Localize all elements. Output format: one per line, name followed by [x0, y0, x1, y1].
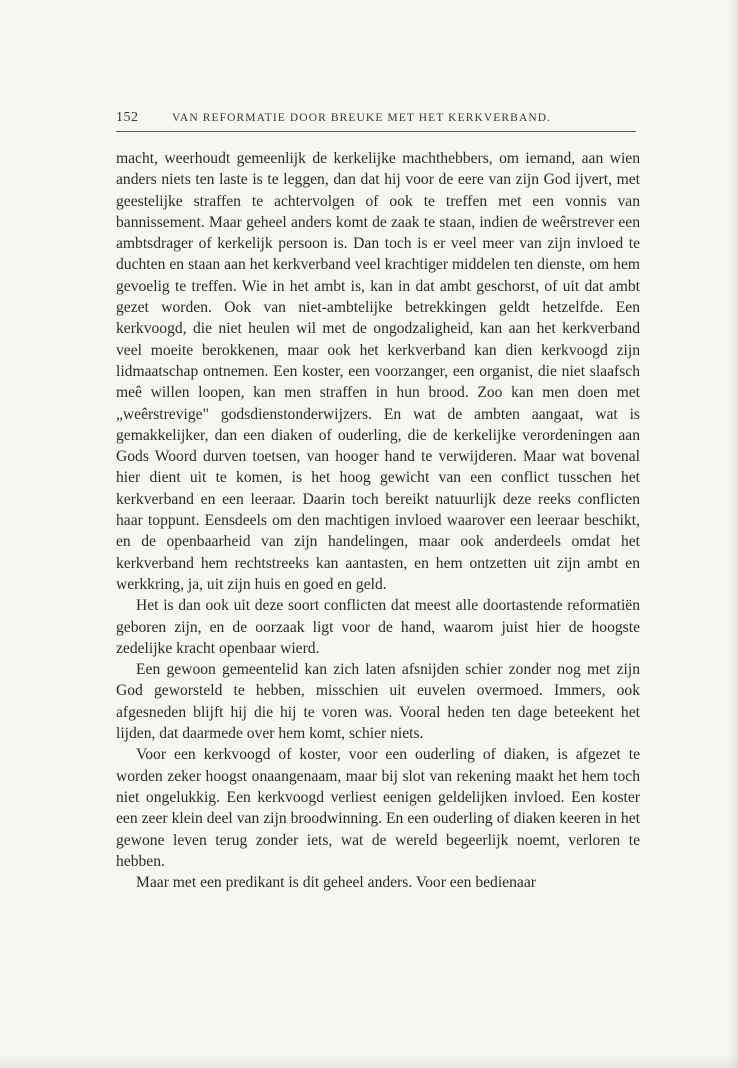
paragraph-1: macht, weerhoudt gemeenlijk de kerkelijke machthebbers, om iemand, aan wien anders niets ten laste is te leggen, dan dat hij voor de eere van zijn God ijvert, met geestelijke straffen te achtervolgen of ook te treffen met een vonnis van bannissement. Maar geheel anders komt de zaak te staan, indien de weêrstrever een ambtsdrager of kerkelijk persoon is. Dan toch is er veel meer van zijn invloed te duchten en staan aan het kerkverband veel krachtiger middelen ten dienste, om hem gevoelig te treffen. Wie in het ambt is, kan in dat ambt geschorst, of uit dat ambt gezet worden. Ook van niet-ambtelijke betrekkingen geldt hetzelfde. Een kerkvoogd, die niet heulen wil met de ongodzaligheid, kan aan het kerkverband veel moeite berokkenen, maar ook het kerkverband kan dien kerkvoogd zijn lidmaatschap ontnemen. Een koster, een voorzanger, een organist, die niet slaafsch meê willen loopen, kan men straffen in hun brood. Zoo kan men doen met „weêrstrevige" godsdienstonderwijzers. En wat de ambten aangaat, wat is gemakkelijker, dan een diaken of ouderling, die de kerkelijke verordeningen aan Gods Woord durven toetsen, van hooger hand te verwijderen. Maar wat bovenal hier dient uit te komen, is het hoog gewicht van een conflict tusschen het kerkverband en een leeraar. Daarin toch bereikt natuurlijk deze reeks conflicten haar toppunt. Eensdeels om den machtigen invloed waarover een leeraar beschikt, en de openbaarheid van zijn handelingen, maar ook anderdeels omdat het kerkverband hem rechtstreeks kan aantasten, en hem ontzetten uit zijn ambt en werkkring, ja, uit zijn huis en goed en geld. — [116, 150, 640, 593]
paragraph-3: Een gewoon gemeentelid kan zich laten afsnijden schier zonder nog met zijn God geworsteld te hebben, misschien uit euvelen overmoed. Immers, ook afgesneden blijft hij die hij te voren was. Vooral heden ten dage beteekent het lijden, dat daarmede over hem komt, schier niets. — [116, 661, 640, 743]
running-title: VAN REFORMATIE DOOR BREUKE MET HET KERKVERBAND. — [172, 112, 552, 124]
page-number: 152 — [116, 110, 139, 125]
paragraph-5: Maar met een predikant is dit geheel anders. Voor een bedienaar — [136, 874, 536, 892]
page-bottom-band — [0, 1054, 738, 1068]
paragraph-4: Voor een kerkvoogd of koster, voor een ouderling of diaken, is afgezet te worden zeker hoogst onaangenaam, maar bij slot van rekening maakt het hem toch niet ongelukkig. Een kerkvoogd verliest eenigen geldelijken invloed. Een koster een zeer klein deel van zijn broodwinning. En een ouderling of diaken keeren in het gewone leven terug zonder iets, wat de wereld begeerlijk noemt, verloren te hebben. — [116, 746, 640, 870]
body-text — [116, 148, 640, 893]
paragraph-2: Het is dan ook uit deze soort conflicten dat meest alle doortastende reformatiën geboren zijn, en de oorzaak ligt voor de hand, waarom juist hier de hoogste zedelijke kracht openbaar wierd. — [116, 597, 640, 657]
running-header — [116, 110, 636, 128]
header-rule — [116, 131, 636, 132]
page-edge-shadow — [728, 0, 738, 1068]
